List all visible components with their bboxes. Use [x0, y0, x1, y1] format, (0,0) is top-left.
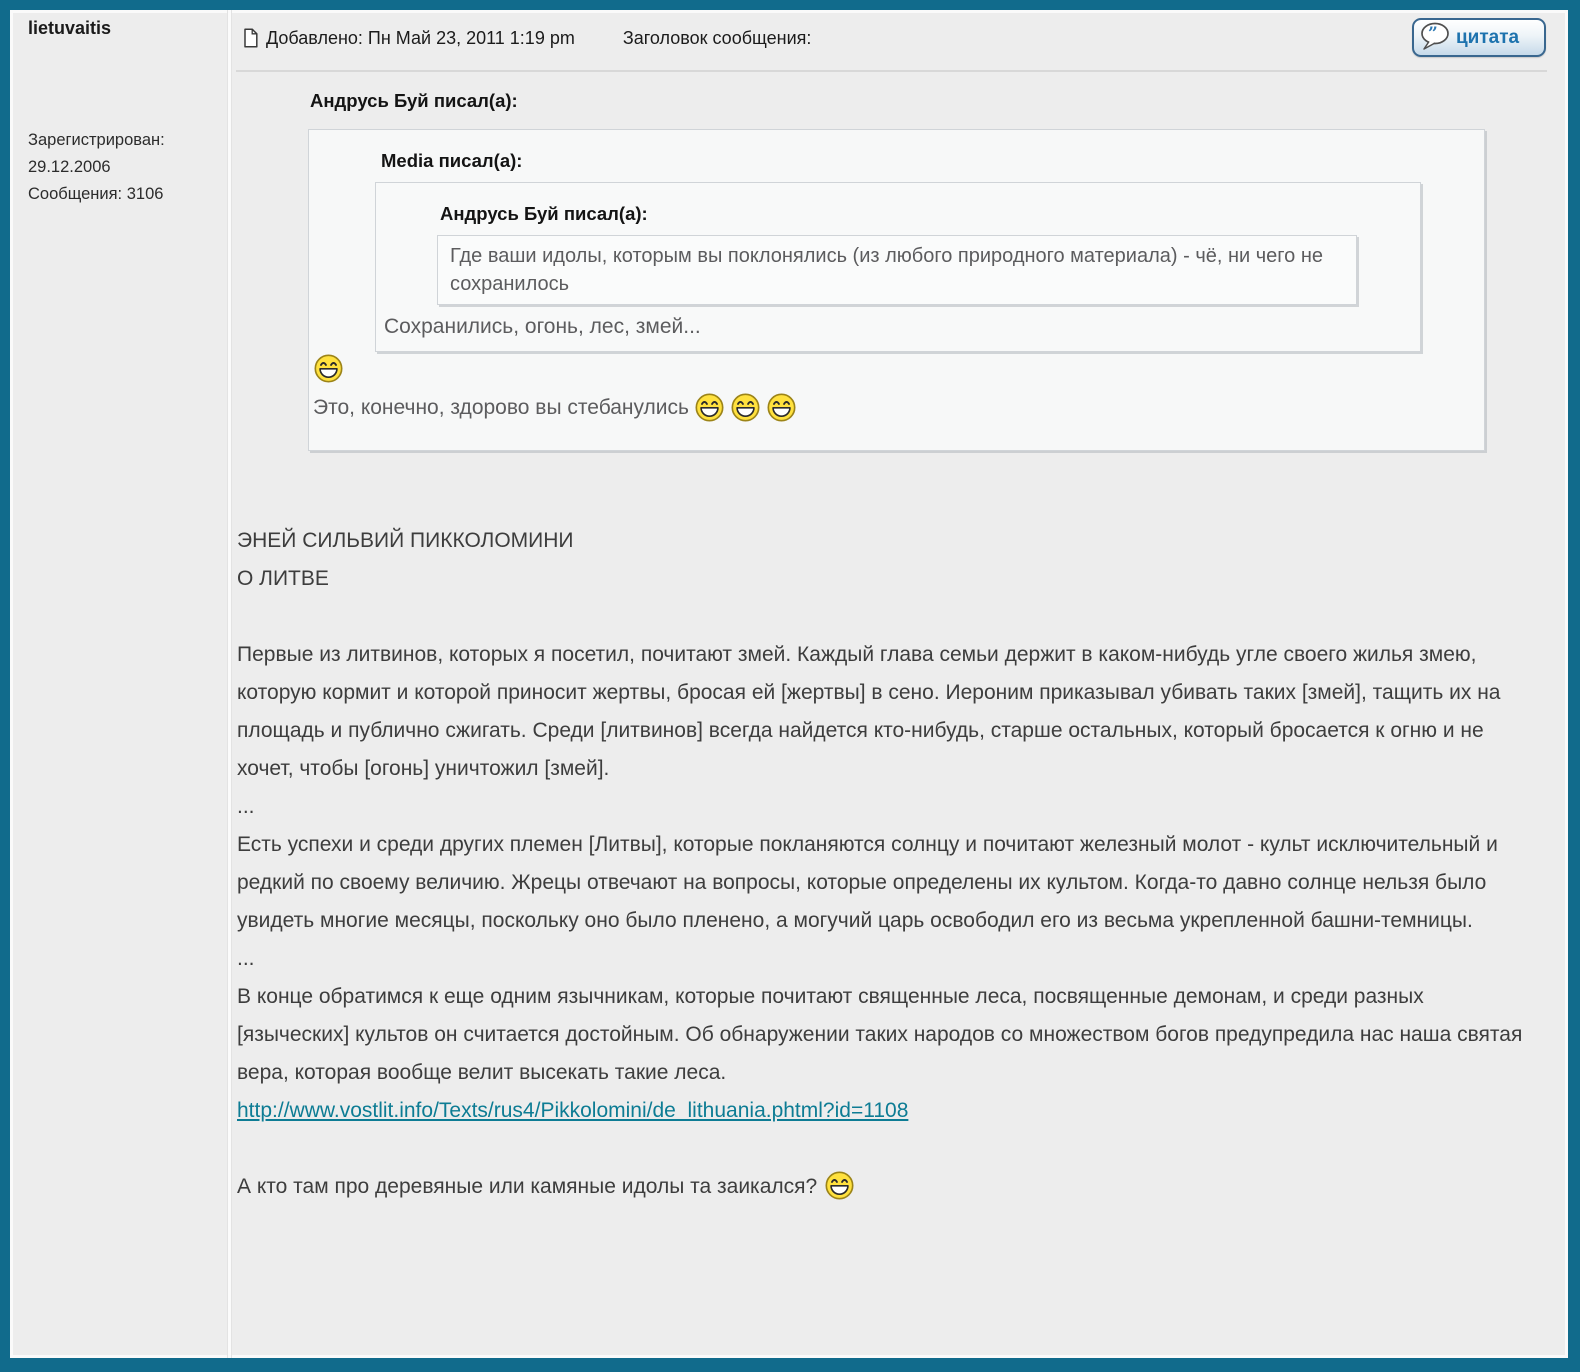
- post-header-row: [243, 22, 811, 54]
- subject-label: Заголовок сообщения:: [622, 27, 812, 48]
- quote-level3-text: Где ваши идолы, которым вы поклонялись (из любого природного материала) - чё, ни чего не сохранилось: [450, 245, 1323, 295]
- laughing-smiley-icon: [313, 353, 344, 384]
- quote-level2-header: Media писал(а):: [381, 150, 523, 171]
- quote-level2-box: [375, 182, 1421, 352]
- quote-level1-box: [308, 129, 1485, 451]
- quote-level3-header: Андрусь Буй писал(а):: [440, 203, 648, 224]
- post-body: [237, 522, 1539, 1206]
- body-paragraph-1: Первые из литвинов, которых я посетил, почитают змей. Каждый глава семьи держит в каком-нибудь угле своего жилья змею, которую кормит и которой приносит жертвы, бросая ей [жертвы] в сено. Иероним приказывал убивать таких [змей], тащить их на площадь и публично сжигать. Среди [литвинов] всегда найдется кто-нибудь, старше остальных, который бросается к огню и не хочет, чтобы [огонь] уничтожил [змей].: [237, 643, 1501, 780]
- closing-text: А кто там про деревяные или камяные идолы та заикался?: [237, 1175, 818, 1198]
- posted-timestamp: Добавлено: Пн Май 23, 2011 1:19 pm: [266, 27, 575, 48]
- body-title-line2: О ЛИТВЕ: [237, 567, 329, 590]
- registered-label: Зарегистрирован:: [28, 131, 165, 149]
- body-paragraph-3: В конце обратимся к еще одним язычникам, которые почитают священные леса, посвященные демонам, и среди разных [языческих] культов он считается достойным. Об обнаружении таких народов со множеством богов предупредила нас наша святая вера, которая вообще велит высекать такие леса.: [237, 985, 1523, 1084]
- svg-text:”: ”: [1428, 24, 1438, 44]
- closing-line: [237, 1168, 1539, 1206]
- speech-bubble-quote-icon: [1419, 21, 1455, 59]
- body-title-line1: ЭНЕЙ СИЛЬВИЙ ПИККОЛОМИНИ: [237, 529, 574, 552]
- blank-line: [237, 598, 1539, 636]
- quote-button-label: цитата: [1456, 26, 1520, 48]
- registered-date: 29.12.2006: [28, 158, 111, 176]
- source-link[interactable]: http://www.vostlit.info/Texts/rus4/Pikkolomini/de_lithuania.phtml?id=1108: [237, 1099, 909, 1122]
- page-icon: [243, 28, 259, 48]
- posts-count: 3106: [126, 185, 164, 203]
- body-paragraph-2: Есть успехи и среди других племен [Литвы], которые покланяются солнцу и почитают железный молот - культ исключительный и редкий по своему величию. Жрецы отвечают на вопросы, которые определены их культом. Когда-то давно солнце нельзя было увидеть многие месяцы, поскольку оно было пленено, а могучий царь освободил его из весьма укрепленной башни-темницы.: [237, 833, 1498, 932]
- laughing-smiley-icon: [824, 1170, 855, 1201]
- body-ellipsis-2: ...: [237, 947, 255, 970]
- quote-level3-box: [437, 235, 1357, 305]
- forum-post: [10, 10, 1568, 1358]
- quote-level1-text-row: [313, 392, 797, 423]
- quote-level1-header: Андрусь Буй писал(а):: [310, 90, 518, 111]
- quote-level1-text: Это, конечно, здорово вы стебанулись: [313, 395, 689, 419]
- body-ellipsis-1: ...: [237, 795, 255, 818]
- quote-button[interactable]: [1412, 18, 1546, 57]
- quote-level2-text: Сохранились, огонь, лес, змей...: [384, 315, 701, 338]
- blank-line: [237, 1130, 1539, 1168]
- header-separator: [236, 70, 1547, 72]
- laughing-smiley-icon: [766, 392, 797, 423]
- laughing-smiley-icon: [694, 392, 725, 423]
- posts-count-line: [28, 181, 165, 208]
- posts-label: Сообщения:: [28, 185, 123, 203]
- post-author-username: lietuvaitis: [28, 18, 112, 38]
- laughing-smiley-icon: [730, 392, 761, 423]
- author-info: [28, 127, 165, 208]
- sidebar-divider: [227, 10, 232, 1358]
